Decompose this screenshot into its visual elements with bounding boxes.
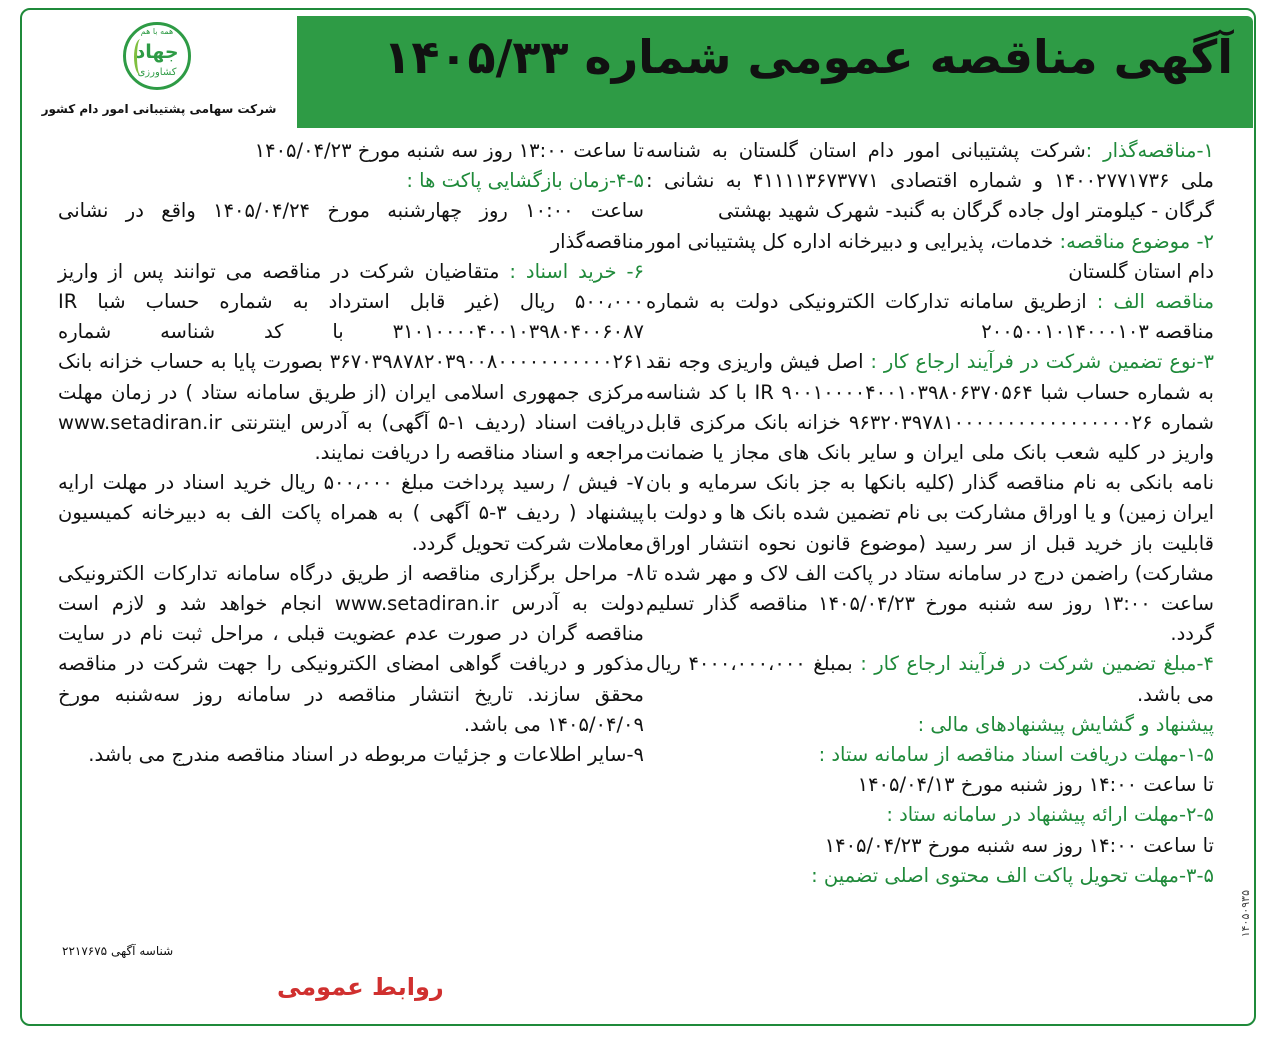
right-column — [646, 136, 1214, 891]
left-column — [58, 136, 644, 770]
section-6-text: متقاضیان شرکت در مناقصه می توانند پس از واریز ۵۰۰،۰۰۰ ریال (غیر قابل استرداد به شماره حساب شبا IR ۳۱۰۱۰۰۰۰۴۰۰۱۰۳۹۸۰۴۰۰۶۰۸۷ با کد شناسه شماره ۳۶۷۰۳۹۸۷۸۲۰۳۹۰۰۸۰۰۰۰۰۰۰۰۰۰۰۲۶۱ بصورت پایا به حساب خزانه بانک مرکزی جمهوری اسلامی ایران (از طریق سامانه ستاد ) در زمان مهلت دریافت اسناد (ردیف ۱-۵ آگهی) به آدرس اینترنتی www.setadiran.ir مراجعه و اسناد مناقصه را دریافت نمایند. — [58, 259, 645, 465]
company-name: شرکت سهامی پشتیبانی امور دام کشور — [41, 102, 277, 116]
section-5-1-label: ۱-۵-مهلت دریافت اسناد مناقصه از سامانه ستاد : — [818, 743, 1214, 767]
section-alef-text: ازطریق سامانه تدارکات الکترونیکی دولت به شماره مناقصه ۲۰۰۵۰۰۱۰۱۴۰۰۰۱۰۳ — [646, 290, 1214, 344]
section-5-2-text: تا ساعت ۱۴:۰۰ روز سه شنبه مورخ ۱۴۰۵/۰۴/۲۳ — [824, 833, 1214, 857]
section-1-text: شرکت پشتیبانی امور دام استان گلستان به شناسه ملی ۱۴۰۰۲۷۷۱۷۳۶ و شماره اقتصادی ۴۱۱۱۱۳۶۷۳۷۷۱ به نشانی : گرگان - کیلومتر اول جاده گرگان به گنبد- شهرک شهید بهشتی — [646, 139, 1214, 223]
section-3 — [646, 347, 1214, 649]
logo-main-text: جهاد — [135, 41, 179, 63]
section-2 — [646, 227, 1214, 287]
logo-sub-text: کشاورزی — [137, 67, 177, 78]
title-banner — [297, 16, 1253, 128]
notice-frame — [20, 8, 1256, 1026]
ad-id: شناسه آگهی ۲۲۱۷۶۷۵ — [62, 944, 174, 958]
section-4-label: ۴-مبلغ تضمین شرکت در فرآیند ارجاع کار : — [860, 652, 1215, 676]
jahad-logo-icon — [123, 22, 191, 90]
section-7: ۷- فیش / رسید پرداخت مبلغ ۵۰۰،۰۰۰ ریال خرید اسناد در مهلت ارایه پیشنهاد ( ردیف ۳-۵ آگهی ) به همراه پاکت الف به دبیرخانه کمیسیون معاملات شرکت تحویل گردد. — [58, 471, 644, 555]
section-alef — [646, 287, 1214, 347]
section-4-text: بمبلغ ۴۰۰۰،۰۰۰،۰۰۰ ریال می باشد. — [646, 652, 1214, 706]
section-8: ۸- مراحل برگزاری مناقصه از طریق درگاه سامانه تدارکات الکترونیکی دولت به آدرس www.setadiran.ir انجام خواهد شد و لازم است مناقصه گران در صورت عدم عضویت قبلی ، مراحل ثبت نام در سایت مذکور و دریافت گواهی امضای الکترونیکی را جهت شرکت در مناقصه محقق سازند. تاریخ انتشار مناقصه در سامانه روز سه‌شنبه مورخ ۱۴۰۵/۰۴/۰۹ می باشد. — [58, 561, 644, 736]
section-5-heading: پیشنهاد و گشایش پیشنهادهای مالی : — [917, 712, 1214, 736]
section-9: ۹-سایر اطلاعات و جزئیات مربوطه در اسناد مناقصه مندرج می باشد. — [88, 743, 644, 767]
side-code: ۱۴۰۵۰۹۳۵ — [1239, 890, 1252, 938]
page-title: آگهی مناقصه عمومی شماره ۱۴۰۵/۳۳ — [383, 30, 1233, 84]
section-1 — [646, 136, 1214, 227]
section-6 — [58, 257, 644, 468]
section-5-1-text: تا ساعت ۱۴:۰۰ روز شنبه مورخ ۱۴۰۵/۰۴/۱۳ — [857, 773, 1214, 797]
wheat-leaf-icon — [134, 39, 147, 75]
section-5-3-text: تا ساعت ۱۳:۰۰ روز سه شنبه مورخ ۱۴۰۵/۰۴/۲۳ — [254, 139, 644, 162]
section-6-label: ۶- خرید اسناد : — [509, 259, 644, 283]
public-relations-signature: روابط عمومی — [277, 973, 444, 1001]
logo-ring-text: همه با هم — [140, 27, 174, 36]
section-5-3-label: ۳-۵-مهلت تحویل پاکت الف محتوی اصلی تضمین : — [811, 863, 1214, 887]
section-alef-label: مناقصه الف : — [1096, 290, 1215, 314]
section-2-text: خدمات، پذیرایی و دبیرخانه اداره کل پشتیبانی امور دام استان گلستان — [646, 229, 1214, 283]
section-4 — [646, 649, 1214, 709]
logo-area — [28, 16, 290, 128]
section-5-4-text: ساعت ۱۰:۰۰ روز چهارشنبه مورخ ۱۴۰۵/۰۴/۲۴ واقع در نشانی مناقصه‌گذار — [58, 199, 644, 253]
section-2-label: ۲- موضوع مناقصه: — [1059, 229, 1214, 253]
section-5-2-label: ۲-۵-مهلت ارائه پیشنهاد در سامانه ستاد : — [886, 803, 1214, 827]
section-3-text: اصل فیش واریزی وجه نقد به شماره حساب شبا IR ۹۰۰۱۰۰۰۰۴۰۰۱۰۳۹۸۰۶۳۷۰۵۶۴ با کد شناسه شماره ۹۶۳۲۰۳۹۷۸۱۰۰۰۰۰۰۰۰۰۰۰۰۰۰۰۰۰۲۶ خزانه بانک مرکزی قابل واریز در کلیه شعب بانک ملی ایران و سایر بانک های مجاز یا ضمانت نامه بانکی به نام مناقصه گذار (کلیه بانکها به جز بانک سرمایه و بان ایران زمین) و یا اوراق مشارکت بی نام تضمین شده بانک ها و دولت با قابلیت باز خرید قبل از سر رسید (موضوع قانون نحوه انتشار اوراق مشارکت) راضمن درج در سامانه ستاد در پاکت الف لاک و مهر شده تا ساعت ۱۳:۰۰ روز سه شنبه مورخ ۱۴۰۵/۰۴/۲۳ مناقصه گذار تسلیم گردد. — [646, 350, 1215, 646]
section-3-label: ۳-نوع تضمین شرکت در فرآیند ارجاع کار : — [870, 350, 1214, 374]
section-5-4-label: ۴-۵-زمان بازگشایی پاکت ها : — [406, 169, 644, 193]
section-1-label: ۱-مناقصه‌گذار : — [1085, 139, 1214, 162]
